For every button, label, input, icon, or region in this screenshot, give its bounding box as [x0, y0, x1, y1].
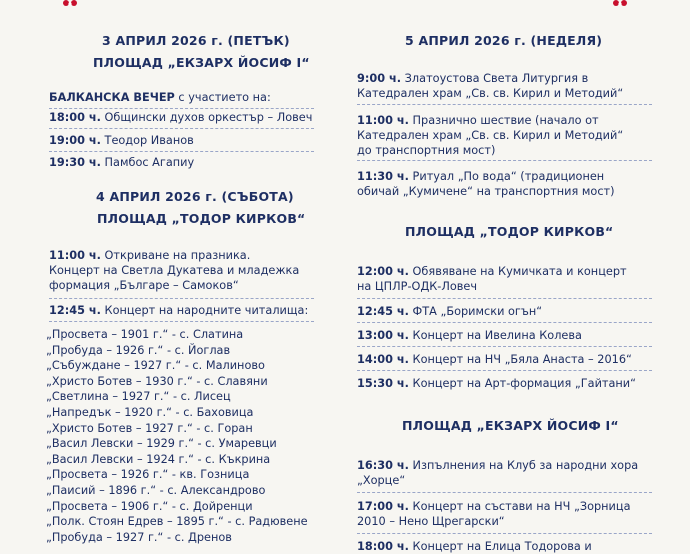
- event-text: ФТА „Боримски огън“: [408, 305, 543, 318]
- divider: [357, 492, 652, 493]
- list-item: „Васил Левски – 1929 г.“ - с. Умаревци: [46, 437, 277, 451]
- list-item: „Събуждане – 1927 г.“ - с. Малиново: [46, 359, 265, 373]
- ritual-event: [357, 169, 615, 199]
- event-text: Концерт на НЧ „Бяла Анаста – 2016“: [408, 353, 632, 366]
- event-text: формация „Българе – Самоков“: [49, 279, 239, 292]
- event-text: Общински духов оркестър – Ловеч: [100, 111, 313, 124]
- event-row: [357, 539, 592, 554]
- day2-date-heading: 4 АПРИЛ 2026 г. (СЪБОТА): [96, 189, 294, 204]
- event-row: [357, 264, 627, 294]
- event-row: [357, 304, 542, 319]
- event-text: Концерт на Светла Дукатева и младежка: [49, 264, 300, 277]
- event-text: Концерт на Ивелина Колева: [408, 329, 582, 342]
- event-text: Обявяване на Кумичката и концерт: [408, 265, 627, 278]
- liturgy-event: [357, 71, 623, 101]
- event-time: 12:00 ч.: [357, 265, 409, 278]
- list-item: „Светлина – 1927 г.“ - с. Лисец: [46, 390, 231, 404]
- balkan-evening: [49, 90, 271, 105]
- event-row: [49, 110, 312, 125]
- list-item: „Пробуда – 1926 г.“ - с. Йоглав: [46, 343, 231, 357]
- event-text: „Хорце“: [357, 474, 406, 487]
- event-time: 12:45 ч.: [357, 305, 409, 318]
- event-time: 13:00 ч.: [357, 329, 409, 342]
- event-time: 15:30 ч.: [357, 377, 409, 390]
- event-row: [357, 458, 638, 488]
- event-text: обичай „Кумичене“ на транспортния мост): [357, 185, 615, 198]
- event-time: 9:00 ч.: [357, 72, 402, 85]
- list-item: „Пробуда – 1927 г.“ - с. Дренов: [46, 530, 232, 544]
- flower-ornament-icon: [610, 0, 632, 10]
- event-text: Концерт на Арт-формация „Гайтани“: [408, 377, 636, 390]
- flower-ornament-icon: [60, 0, 82, 10]
- event-text: Катедрален храм „Св. св. Кирил и Методий“: [357, 129, 624, 142]
- event-text: Концерт на народните читалища:: [100, 304, 309, 317]
- list-item: „Полк. Стоян Едрев – 1895 г.“ - с. Радювене: [46, 515, 308, 529]
- event-text: Памбос Агапиу: [100, 156, 195, 169]
- list-item: „Паисий – 1896 г.“ - с. Александрово: [46, 483, 266, 497]
- chitalishta-list: [46, 327, 308, 545]
- event-time: 18:00 ч.: [357, 540, 409, 553]
- list-item: „Васил Левски – 1924 г.“ - с. Къкрина: [46, 452, 271, 466]
- divider: [49, 128, 314, 129]
- divider: [357, 370, 652, 371]
- event-text: Златоустова Света Литургия в: [401, 72, 589, 85]
- day1-date-heading: 3 АПРИЛ 2026 г. (ПЕТЪК): [102, 33, 290, 48]
- event-time: 19:30 ч.: [49, 156, 101, 169]
- event-text: Теодор Иванов: [100, 134, 194, 147]
- procession-event: [357, 113, 623, 158]
- event-row: [357, 352, 632, 367]
- divider: [357, 533, 652, 534]
- event-row: [357, 376, 636, 391]
- day1-place-heading: ПЛОЩАД „ЕКЗАРХ ЙОСИФ I“: [93, 55, 310, 70]
- event-text: Откриване на празника.: [100, 249, 251, 262]
- divider: [357, 298, 652, 299]
- day3-date-heading: 5 АПРИЛ 2026 г. (НЕДЕЛЯ): [405, 33, 603, 48]
- event-time: 14:00 ч.: [357, 353, 409, 366]
- divider: [49, 151, 314, 152]
- list-item: „Просвета – 1926 г.“ - кв. Гозница: [46, 468, 250, 482]
- event-time: 18:00 ч.: [49, 111, 101, 124]
- event-time: 11:00 ч.: [357, 114, 409, 127]
- event-time: 11:30 ч.: [357, 170, 409, 183]
- event-row: [49, 155, 194, 170]
- divider: [357, 104, 652, 105]
- event-text: 2010 – Нено Щрегарски“: [357, 515, 505, 528]
- event-time: 12:45 ч.: [49, 304, 101, 317]
- event-text: до транспортния мост): [357, 144, 496, 157]
- list-item: „Просвета – 1901 г.“ - с. Слатина: [46, 328, 244, 341]
- divider: [49, 298, 314, 299]
- opening-event: [49, 248, 299, 293]
- day2-place-heading: ПЛОЩАД „ТОДОР КИРКОВ“: [97, 211, 306, 226]
- place3-heading: ПЛОЩАД „ЕКЗАРХ ЙОСИФ I“: [402, 418, 619, 433]
- event-text: Изпълнения на Клуб за народни хора: [408, 459, 639, 472]
- place2-heading: ПЛОЩАД „ТОДОР КИРКОВ“: [405, 224, 614, 239]
- event-row: [49, 133, 194, 148]
- event-text: Ритуал „По вода“ (традиционен: [408, 170, 605, 183]
- list-item: „Христо Ботев – 1930 г.“ - с. Славяни: [46, 374, 268, 388]
- event-text: на ЦПЛР-ОДК-Ловеч: [357, 280, 478, 293]
- divider: [49, 108, 314, 109]
- list-item: „Христо Ботев – 1927 г.“ - с. Горан: [46, 421, 253, 435]
- event-text: Концерт на Елица Тодорова и: [408, 540, 592, 553]
- list-item: „Напредък – 1920 г.“ - с. Баховица: [46, 405, 254, 419]
- event-text: Концерт на състави на НЧ „Зорница: [408, 500, 631, 513]
- event-time: 16:30 ч.: [357, 459, 409, 472]
- event-row: [357, 328, 582, 343]
- chitalishta-event: [49, 303, 308, 318]
- event-time: 19:00 ч.: [49, 134, 101, 147]
- list-item: „Просвета – 1906 г.“ - с. Дойренци: [46, 499, 253, 513]
- divider: [49, 321, 314, 322]
- event-time: 11:00 ч.: [49, 249, 101, 262]
- divider: [357, 160, 652, 161]
- event-text: Празнично шествие (начало от: [408, 114, 599, 127]
- event-text: Катедрален храм „Св. св. Кирил и Методий“: [357, 87, 624, 100]
- event-row: [357, 499, 631, 529]
- divider: [357, 346, 652, 347]
- event-time: 17:00 ч.: [357, 500, 409, 513]
- balkan-title: БАЛКАНСКА ВЕЧЕР: [49, 91, 175, 104]
- balkan-suffix: с участието на:: [174, 91, 271, 104]
- divider: [357, 322, 652, 323]
